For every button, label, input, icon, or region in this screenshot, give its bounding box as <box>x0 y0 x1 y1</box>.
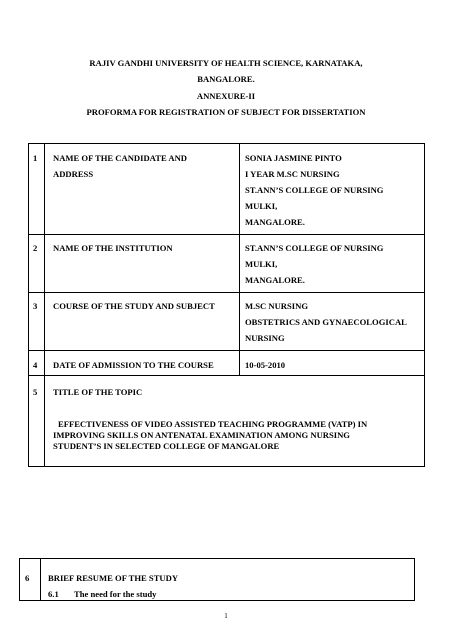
row-divider <box>28 292 425 293</box>
column-divider <box>239 143 240 376</box>
candidate-course: I YEAR M.SC NURSING <box>245 169 340 179</box>
row-number: 4 <box>33 360 38 370</box>
column-divider <box>44 143 45 467</box>
row-label: NAME OF THE CANDIDATE AND <box>53 153 188 163</box>
row-label: NAME OF THE INSTITUTION <box>53 243 173 253</box>
annexure-label: ANNEXURE-II <box>196 91 256 101</box>
row-number: 5 <box>33 387 38 397</box>
topic-title: STUDENT’S IN SELECTED COLLEGE OF MANGALORE <box>53 441 280 451</box>
course-subject: OBSTETRICS AND GYNAECOLOGICAL <box>245 317 407 327</box>
subsection-title: The need for the study <box>74 589 157 599</box>
candidate-college: ST.ANN’S COLLEGE OF NURSING <box>245 185 384 195</box>
university-city: BANGALORE. <box>197 74 255 84</box>
table-border <box>19 558 415 559</box>
subsection-number: 6.1 <box>48 589 59 599</box>
candidate-city: MANGALORE. <box>245 217 305 227</box>
table-border <box>414 558 415 601</box>
row-label: TITLE OF THE TOPIC <box>53 387 143 397</box>
proforma-title: PROFORMA FOR REGISTRATION OF SUBJECT FOR DISSERTATION <box>86 107 366 117</box>
row-label: ADDRESS <box>53 169 94 179</box>
column-divider <box>40 558 41 601</box>
institution-name: ST.ANN’S COLLEGE OF NURSING <box>245 243 384 253</box>
row-divider <box>28 350 425 351</box>
table-border <box>424 143 425 467</box>
table-border <box>28 466 425 467</box>
table-border <box>19 558 20 601</box>
table-border <box>19 600 415 601</box>
section-number: 6 <box>25 573 30 583</box>
section-title: BRIEF RESUME OF THE STUDY <box>48 573 179 583</box>
row-divider <box>28 234 425 235</box>
row-number: 1 <box>33 153 38 163</box>
institution-town: MULKI, <box>245 259 278 269</box>
course-subject: NURSING <box>245 333 285 343</box>
topic-title: EFFECTIVENESS OF VIDEO ASSISTED TEACHING PROGRAMME (VATP) IN <box>58 419 368 429</box>
row-label: DATE OF ADMISSION TO THE COURSE <box>53 360 214 370</box>
page-number: 1 <box>224 612 228 620</box>
candidate-name: SONIA JASMINE PINTO <box>245 153 342 163</box>
row-number: 3 <box>33 301 38 311</box>
candidate-town: MULKI, <box>245 201 278 211</box>
institution-city: MANGALORE. <box>245 275 305 285</box>
university-title: RAJIV GANDHI UNIVERSITY OF HEALTH SCIENCE, KARNATAKA, <box>89 58 363 68</box>
table-border <box>28 143 29 467</box>
row-number: 2 <box>33 243 38 253</box>
table-border <box>28 143 425 144</box>
admission-date: 10-05-2010 <box>245 360 286 370</box>
row-divider <box>28 375 425 376</box>
row-label: COURSE OF THE STUDY AND SUBJECT <box>53 301 215 311</box>
topic-title: IMPROVING SKILLS ON ANTENATAL EXAMINATION AMONG NURSING <box>53 430 350 440</box>
course-name: M.SC NURSING <box>245 301 309 311</box>
